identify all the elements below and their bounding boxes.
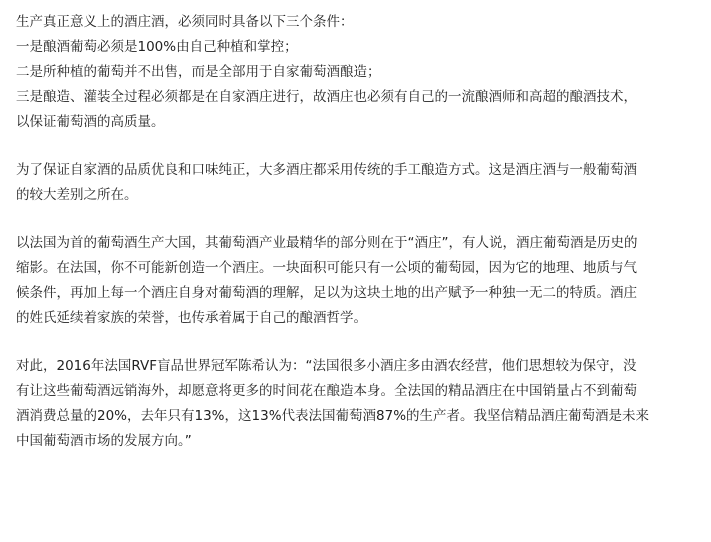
paragraph-conditions [16,10,700,135]
paragraph-spacer [16,208,700,231]
text-line: 生产真正意义上的酒庄酒，必须同时具备以下三个条件： [16,14,354,30]
article-body [16,10,700,454]
text-line: 缩影。在法国，你不可能新创造一个酒庄。一块面积可能只有一公顷的葡萄园，因为它的地理、地质与气 [16,260,637,276]
text-line: 的姓氏延续着家族的荣誉，也传承着属于自己的酿酒哲学。 [16,310,367,326]
text-line: 三是酿造、灌装全过程必须都是在自家酒庄进行，故酒庄也必须有自己的一流酿酒师和高超的酿酒技术， [16,89,637,105]
paragraph-spacer [16,135,700,158]
text-line: 中国葡萄酒市场的发展方向。” [16,433,192,449]
paragraph-tradition [16,158,700,208]
paragraph-spacer [16,331,700,354]
paragraph-quote [16,354,700,454]
paragraph-france [16,231,700,331]
text-line: 以法国为首的葡萄酒生产大国，其葡萄酒产业最精华的部分则在于“酒庄”，有人说，酒庄葡萄酒是历史的 [16,235,638,251]
text-line: 候条件，再加上每一个酒庄自身对葡萄酒的理解，足以为这块土地的出产赋予一种独一无二的特质。酒庄 [16,285,637,301]
text-line: 二是所种植的葡萄并不出售，而是全部用于自家葡萄酒酿造； [16,64,381,80]
text-line: 一是酿酒葡萄必须是100%由自己种植和掌控； [16,39,298,55]
text-line: 的较大差别之所在。 [16,187,138,203]
text-line: 为了保证自家酒的品质优良和口味纯正，大多酒庄都采用传统的手工酿造方式。这是酒庄酒与一般葡萄酒 [16,162,637,178]
text-line: 对此，2016年法国RVF盲品世界冠军陈希认为：“法国很多小酒庄多由酒农经营，他们思想较为保守，没 [16,358,637,374]
text-line: 以保证葡萄酒的高质量。 [16,114,165,130]
text-line: 有让这些葡萄酒远销海外，却愿意将更多的时间花在酿造本身。全法国的精品酒庄在中国销量占不到葡萄 [16,383,637,399]
text-line: 酒消费总量的20%，去年只有13%，这13%代表法国葡萄酒87%的生产者。我坚信精品酒庄葡萄酒是未来 [16,408,650,424]
